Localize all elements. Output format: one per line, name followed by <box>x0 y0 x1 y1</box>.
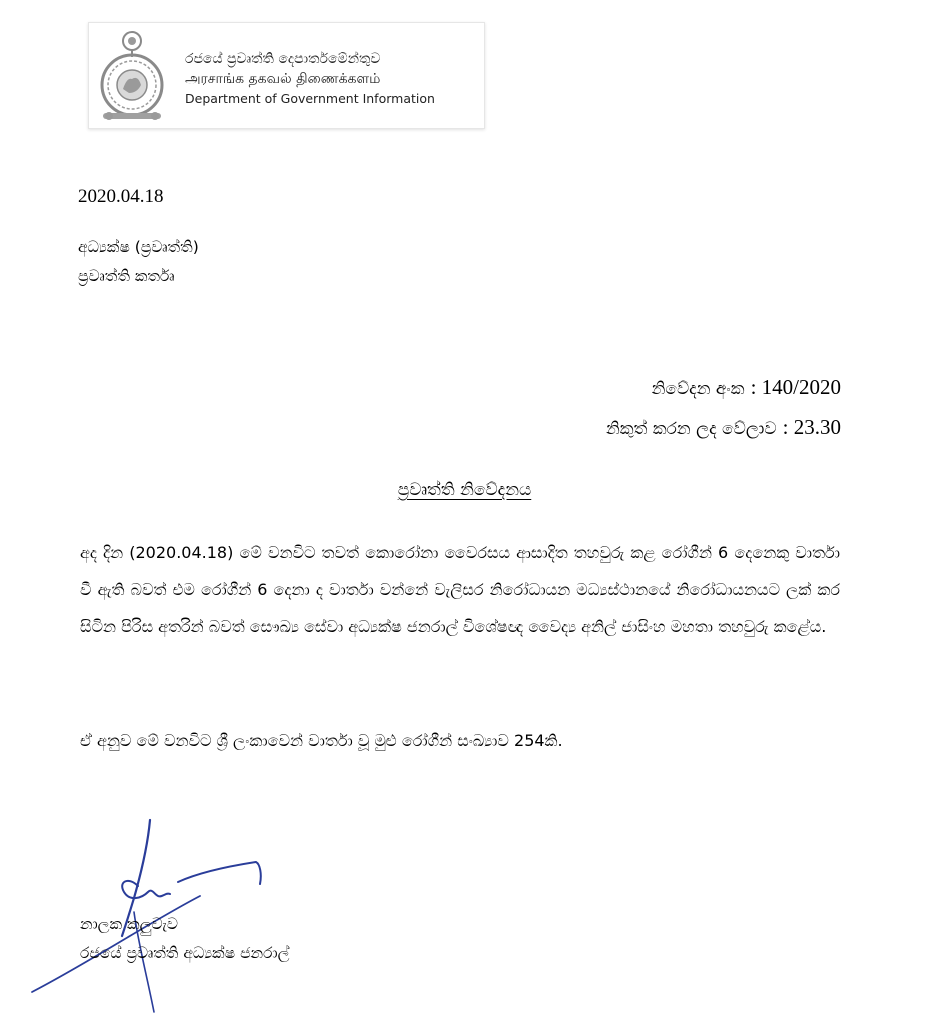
issuer-block <box>78 233 199 291</box>
release-time-label: නිකුත් කරන ලද වේලාව <box>606 419 777 439</box>
release-number-row <box>606 368 841 408</box>
release-number-label: නිවේදන අංක <box>651 379 745 399</box>
body-paragraph-2: ඒ අනුව මේ වනවිට ශ්‍රී ලංකාවෙන් වාර්තා වූ මුළු රෝගීන් සංඛ්‍යාව 254කි. <box>80 731 563 750</box>
document-heading: ප්‍රවෘත්ති නිවේදනය <box>397 480 532 500</box>
signatory-block <box>80 910 289 968</box>
release-meta <box>606 368 841 448</box>
state-emblem-icon <box>93 27 171 123</box>
letterhead <box>88 22 485 129</box>
release-time-value: : 23.30 <box>782 415 841 439</box>
release-time-row <box>606 408 841 448</box>
letter-date: 2020.04.18 <box>78 186 164 207</box>
signatory-name: නාලක කලුවැව <box>80 915 179 933</box>
letterhead-sinhala: රජයේ ප්‍රවෘත්ති දෙපාර්තමේන්තුව <box>185 51 381 67</box>
release-number-value: : 140/2020 <box>750 375 841 399</box>
issuer-title: අධ්‍යක්ෂ (ප්‍රවෘත්ති) <box>78 238 199 256</box>
signatory-title: රජයේ ප්‍රවෘත්ති අධ්‍යක්ෂ ජනරාල් <box>80 944 290 962</box>
letterhead-english: Department of Government Information <box>185 91 435 106</box>
body-paragraph-1: අද දින (2020.04.18) මේ වනවිට තවත් කොරෝනා වෛරසය ආසාදිත තහවුරු කළ රෝගීන් 6 දෙනෙකු වාර්තා වී ඇති බවත් එම රෝගීන් 6 දෙනා ද වාර්තා වන්නේ වැලිසර නිරෝධායන මධ්‍යස්ථානයේ නිරෝධායනයට ලක් කර සිටින පිරිස අතරින් බවත් සෞඛ්‍ය සේවා අධ්‍යක්ෂ ජනරාල් විශේෂඥ වෛද්‍ය අනිල් ජාසිංහ මහතා තහවුරු කළේය. <box>80 543 840 636</box>
issuer-department: ප්‍රවෘත්ති කර්තෘ <box>78 267 175 285</box>
letterhead-tamil: அரசாங்க தகவல் திணைக்களம் <box>185 71 381 87</box>
